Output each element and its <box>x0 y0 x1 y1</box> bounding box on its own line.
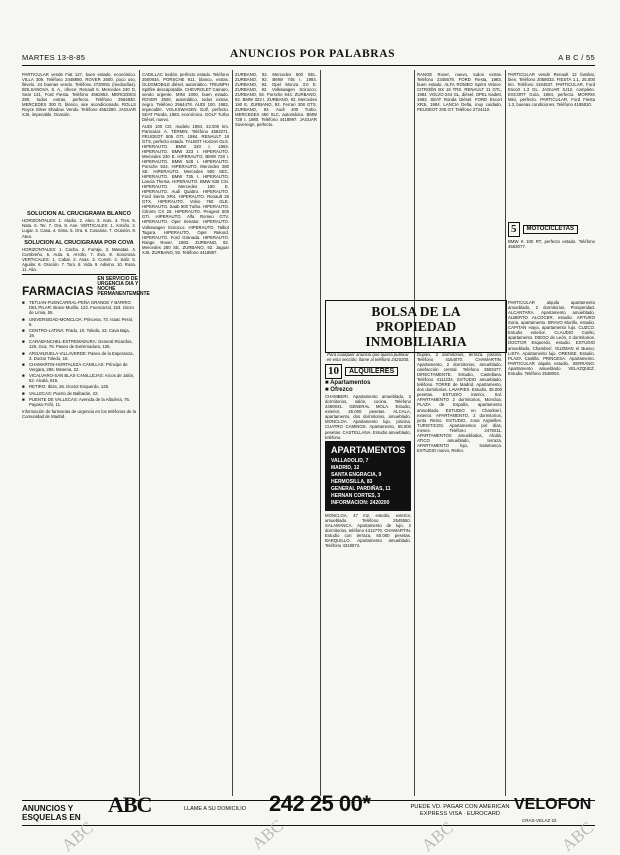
classified-block: CHAMBERI. Apartamento amueblado, 2 dormitorios, salón, cocina. Teléfono 4460931. GENERAL MOLA. Estudio, exterior, 45.000 pesetas. ALCALA, apartamento, dos dormitorios, amueblado. MONCLOA. Apartamento lujo, piscina. CUATRO CAMINOS. Apartamento, 55.000 pesetas. CASTELLANA. Estudio amueblado, teléfono. <box>325 394 411 440</box>
subsection-title: ■ Apartamentos <box>325 380 371 387</box>
column-4 <box>417 72 502 296</box>
velofon-logo: VELOFON <box>514 796 592 813</box>
classified-block: CADILLAC Sedán, perfecto estado. Teléfono 2500934. PORSCHE 911, blanco, extras. OLDSMOBILE diésel, automático. TRIUMPH Spitfire descapotable. CHEVROLET Camaro, vendo urgente. MINI 1000, buen estado. ROVER 3500, automático, todos extras, negro. Teléfono 2564478. AUDI 100, 1982, impecable. VOLKSWAGEN Golf, perfecto. SEAT Panda, 1983, económico. GOLF Turbo Diésel, nuevo. <box>142 72 229 123</box>
column-5 <box>508 72 595 796</box>
section-name: MOTOCICLETAS <box>523 225 578 234</box>
list-item: ■ PUENTE DE VALLECAS: Avenida de la Albufera, 76. Payaso Fofó, 11. <box>22 397 136 407</box>
section-number: 5 <box>508 222 520 237</box>
section-number: 10 <box>325 364 342 379</box>
crossword-solution-text: HORIZONTALES: 1. Cacha. 2. Forraje. 3. Manatas. 4. Cumbreño. 5. Aula. 6. Arrollo. 7. Eva. 8. Sonorosa. VERTICALES: 1. Cabal. 2. Asas. 3. Constr. 4. Salir. 5. Aguilar. 6. Oración. 7. Toro. 8. Vida. 9. Adivino. 10. Rosa. 11. Alia. <box>22 246 136 273</box>
list-item: INFORMACION: 2420200 <box>331 499 390 506</box>
list-item: ■ UNIVERSIDAD-MONCLOA: Princesa, 73. Isaac Peral, 6. <box>22 317 136 327</box>
ad-phone-note: LLAME A SU DOMICILIO <box>183 806 247 812</box>
pharmacy-subtitle: EN SERVICIO DE URGENCIA DIA Y NOCHE PERMANENTEMENTE <box>97 276 150 298</box>
column-2 <box>142 72 229 796</box>
bolsa-note: Para cualquier anuncio que quiera publicar en esta sección, llame al teléfono 2420200. <box>326 352 410 363</box>
list-item: ■ VALLECAS: Puerto de Balbarán, 22. <box>22 391 136 396</box>
column-3 <box>235 72 317 796</box>
list-item: ■ CARABANCHEL-ESTREMADURA: General Ricardos, 125. Oca, 76. Paseo de Extremadura, 125. <box>22 339 136 349</box>
column-3-lower <box>325 352 411 796</box>
classified-block: ZURBANO, 92. Mercedes 500 SEL. ZURBANO, 92. BMW 745 I, 1984. ZURBANO, 92. Opel Monza 3.0 E. ZURBANO, 92. Volkswagen Scirocco. ZURBANO, 92. Porsche 944. ZURBANO, 92. BMW 323 I. ZURBANO, 92. Mercedes 190 E. ZURBANO, 92. Ferrari 308 GTS. ZURBANO, 92. Audi 200 Turbo. MERCEDES 450 SLC, automático. BMW 728 I, 1980. Teléfono 4418997. JAGUAR Sovereign, perfecto. <box>235 72 317 128</box>
apartments-box <box>325 441 411 511</box>
section-name: ALQUILERES <box>345 367 398 376</box>
list-item: HERNAN CORTES, 3 <box>331 492 381 499</box>
pharmacy-title: FARMACIAS <box>22 284 94 299</box>
column-rule <box>232 70 233 796</box>
column-1 <box>22 72 150 796</box>
issue-date: MARTES 13-8-85 <box>22 53 86 62</box>
ad-banner <box>22 791 595 826</box>
pharmacy-list <box>22 300 136 407</box>
list-item: ■ CENTRO-LATINA: Prado, 10. Toledo, 43. Cava Baja, 19. <box>22 328 136 338</box>
column-rule <box>505 70 506 796</box>
list-item: GENERAL PARDIÑAS, 11 <box>331 485 391 492</box>
crossword-solution-title: SOLUCION AL CRUCIGRAMA BLANCO <box>27 211 131 218</box>
classified-block: AUDI 100 CD, modelo 1984, 22.000 km. Particular. A. TÉRMIN. Teléfono 4582071. PEUGEOT 505 GTI, 1984. RENAULT 18 GTS, perfecto estado. TALBOT Horizon GLS. HIPERAUTO. BMW 320 I, 1984. HIPERAUTO. BMW 323 I. HIPERAUTO. Mercedes 230 E. HIPERAUTO. BMW 728 I. HIPERAUTO. BMW 528 I. HIPERAUTO. Porsche 924. HIPERAUTO. Mercedes 280 SE. HIPERAUTO. Mercedes 500 SEC. HIPERAUTO. BMW 735 I. HIPERAUTO. Lancia Thema. HIPERAUTO. BMW 635 CSi. HIPERAUTO. Mercedes 190 E. HIPERAUTO. Audi Quattro. HIPERAUTO. Ford Sierra XR4. HIPERAUTO. Renault 25 GTX. HIPERAUTO. Volvo 760 GLE. HIPERAUTO. Saab 900 Turbo. HIPERAUTO. Citroën CX 25. HIPERAUTO. Peugeot 505 GTi. HIPERAUTO. Alfa Romeo GTV. HIPERAUTO. Opel Senator. HIPERAUTO. Volkswagen Scirocco. HIPERAUTO. Talbot Tagora. HIPERAUTO. Opel Rekord. HIPERAUTO. Ford Granada. HIPERAUTO. Range Rover, 1983. ZURBANO, 92. Mercedes 280 SE. ZURBANO, 92. Jaguar XJ6. ZURBANO, 92. Teléfono 4418997. <box>142 123 229 255</box>
column-rule <box>320 70 321 796</box>
list-item: ■ TETUAN-FUENCARRAL-PEÑA GRANDE Y BARRIO DEL PILAR: Bravo Murillo, 122. Fuencarral, 153. Ginzo de Limia, 55. <box>22 300 136 315</box>
ad-left-text: ANUNCIOS Y ESQUELAS EN <box>22 804 81 822</box>
apartments-box-title: APARTAMENTOS <box>331 444 406 455</box>
page-header <box>22 48 595 66</box>
bolsa-title: BOLSA DE LA PROPIEDAD INMOBILIARIA <box>325 300 507 353</box>
list-item: ■ VICALVARO-SAN BLAS-CANILLEJAS: Arcos de Jalón, 52. Alcalá, 615. <box>22 373 136 383</box>
ad-phone-number: 242 25 00* <box>269 791 371 816</box>
list-item: SANTA ENGRACIA, 9 <box>331 471 382 478</box>
list-item: VALLADOLID, 7 <box>331 457 369 464</box>
page-number: A B C / 55 <box>558 53 595 62</box>
watermark: ABC <box>557 817 597 855</box>
classified-block: PARTICULAR alquila apartamento amueblado, 2 dormitorios, Prosperidad. ALCANTARA. Apartamento amueblado. ALBERTO ALCOCER, estudio. ARTURO Soria, apartamento. BRAVO Murillo, estudio. CAPITAN Haya, apartamento lujo. CUZCO. Estudio exterior. CLAUDIO Coello, apartamento. DIEGO de León, 2 dormitorios. DOCTOR Esquerdo, estudio. ESTUDIO amueblado, Chamberí. GUZMAN el Bueno. LISTA. Apartamento lujo. ORENSE. Estudio. PLAZA Castilla. PRINCESA. Apartamento. PARTICULAR alquila estudio. SERRANO. Apartamento amueblado. VELAZQUEZ. Estudio. Teléfono 2548004. <box>508 300 595 376</box>
subsection-title: ■ Ofrezco <box>325 387 353 394</box>
classified-block: RANGE Rover, nuevo, todos extras. Teléfono 2345678. FORD Fiesta, 1983, buen estado. ALFA ROMEO Sprint Veloce. CITROËN BX 16 TRS. RENAULT 11 GTL, 1984. VOLVO 244 GL, diésel. OPEL Kadett, 1983. SEAT Ronda Diésel. FORD Escort XR3i, 1984. LANCIA Delta, muy cuidado. PEUGEOT 205 GT. Teléfono 2734110. <box>417 72 502 113</box>
list-item: ■ ARGANZUELA-VILLAVERDE: Paseo de la Esperanza, 3. Doctor Toledo, 15. <box>22 351 136 361</box>
classified-block: PARTICULAR vende Fiat 127, buen estado, económico. VILLA 309. Teléfono 2448880. ROVER 2600, poco uso, llévelo. 24 buenas vendo. Teléfono 2730091 (mediodías). BOLSANOVA, S. A., ofrece: Renault 5, Mercedes 240 D, Seat 131, Ford Fiesta. Teléfono 4562853. MERCEDES 280, todos extras, perfecto. Teléfono 2564830. MERCEDES 300 D, blanco, aire acondicionado. ROLLS Royce Silver Shadow. Vendo. Teléfono 4562280. JAGUAR XJ6, impecable. Ocasión. <box>22 72 136 118</box>
subsection-label: Ofrezco <box>330 387 353 394</box>
classified-block: MONCLOA. 47 m2, estudio, exterior, amueblado. Teléfono 2545550. SALAMANCA. Apartamento de lujo, 2 dormitorios, teléfono 4312770. CHAMARTIN. Estudio con terraza, 60.000 pesetas. BARQUILLO. Apartamento amueblado. Teléfono 4319874. <box>325 512 411 548</box>
classified-block: BMW K 100 RT, perfecto estado. Teléfono 4563077. <box>508 239 595 250</box>
velofon-address: CRAS-VELAZ 22 <box>522 818 557 823</box>
watermark: ABC <box>57 817 97 855</box>
column-4-lower <box>417 352 502 796</box>
section-title: ANUNCIOS POR PALABRAS <box>230 48 396 60</box>
classified-block: Duplex, 3 dormitorios, terraza, piscina. Teléfono 4164070. CHAMARTIN. Apartamento, 2 dormitorios, amueblado, calefacción central. Teléfono 2503477. DIRECTAMENTE. Estudio, Castellana. Teléfono 4111234. ESTUDIO amueblado, teléfono. TORRE de Madrid. Apartamento, dos dormitorios. LAVAPIES. Estudio, 35.000 pesetas. ESTUDIO interior, Sol. APARTAMENTO 2 dormitorios, Moncloa. PLAZA de España, apartamento amueblado. ESTUDIO en Chamberí, exterior. APARTAMENTO, 2 dormitorios, junto Retiro. ESTUDIO, zona Argüelles. TURISTICOS. Apartamentos por días, meses. Teléfono 2479211. APARTAMENTOS amueblados, Alcalá. ATICO amueblado, terraza. APARTAMENTO lujo, Salamanca. ESTUDIO nuevo, Retiro. <box>417 352 502 453</box>
list-item: MADRID, 12 <box>331 464 360 471</box>
classified-block: PARTICULAR vende Renault 12 familiar, bien. Teléfono 2058033. FIESTA 1.1, 25.000 km. Teléfono 4194537. PARTICULAR, Ford Escort 1.3 GL. JAGUAR XJ12, completo. ESCORT Guía, 1984, perfecto. MORRIS Mini, perfecto. PARTICULAR, Ford Fiesta 1.3, buenas condiciones. Teléfono 4195810. <box>508 72 595 108</box>
crossword-solution-text: HORIZONTALES: 1. Alodio. 2. Aleo. 3. Aras. 4. Tres. 5. Nata. 6. Ter. 7. Ora. 8. Ane. VERTICALES: 1. Armiño. 2. Lugar. 3. Casa. 4. Sima. 5. Ora. 6. Cosarias. 7. Ocasión. 8. Atea. <box>22 218 136 239</box>
column-rule <box>139 70 140 796</box>
pharmacy-section <box>22 274 150 420</box>
watermark: ABC <box>417 817 457 855</box>
watermark: ABC <box>247 815 287 854</box>
brand-logo: ABC <box>108 792 152 817</box>
section-header <box>325 364 411 379</box>
column-rule <box>414 70 415 796</box>
list-item: ■ CHAMARTIN-HORTALEZA-CANILLAS: Príncipe de Vergara, 286. Mesena, 22. <box>22 362 136 372</box>
ad-payment-note: PUEDE VD. PAGAR CON AMERICAN EXPRESS VISA · EUROCARD <box>410 804 510 817</box>
crossword-solution-title: SOLUCION AL CRUCIGRAMA POR COVA <box>24 239 134 246</box>
list-item: ■ RETIRO: Ibiza, 26. Doctor Esquerdo, 125. <box>22 384 136 389</box>
bolsa-box <box>325 300 507 353</box>
list-item: HERMOSILLA, 83 <box>331 478 373 485</box>
subsection-label: Apartamentos <box>330 380 371 387</box>
section-header <box>508 222 595 237</box>
pharmacy-note: Información de farmacias de urgencia en los teléfonos de la Comunidad de Madrid. <box>22 408 136 420</box>
